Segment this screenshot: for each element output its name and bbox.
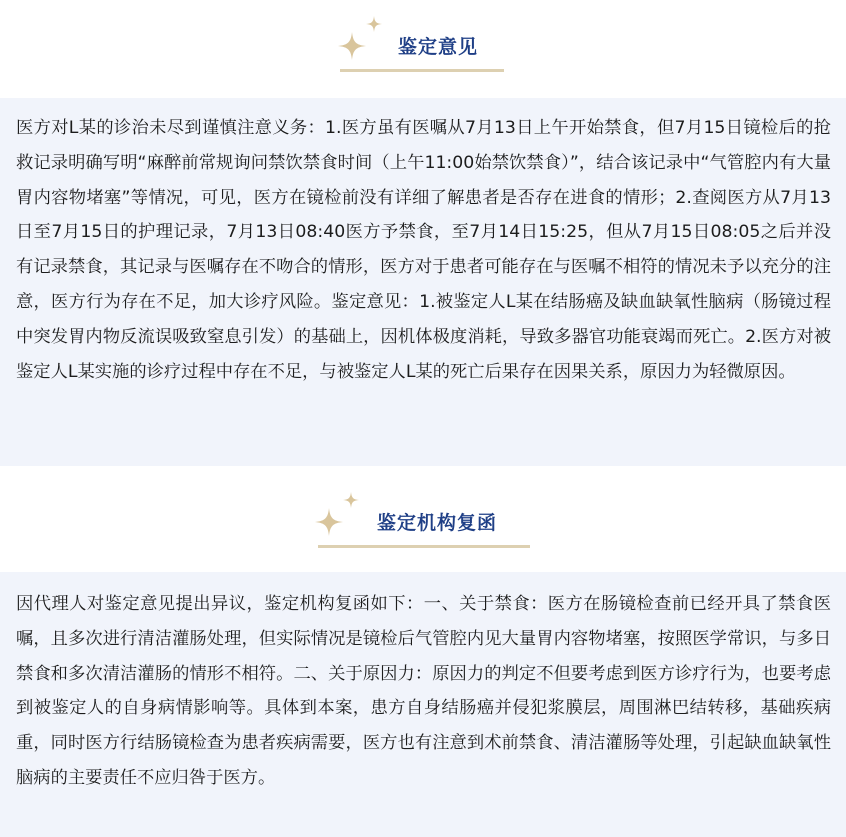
section-title: 鉴定意见 [398,36,479,58]
section-title: 鉴定机构复函 [377,512,498,534]
appraisal-opinion-text: 医方对L某的诊治未尽到谨慎注意义务：1.医方虽有医嘱从7月13日上午开始禁食，但7月15日镜检后的抢救记录明确写明“麻醉前常规询问禁饮禁食时间（上午11:00始禁饮禁食）”，结合该记录中“气管腔内有大量胃内容物堵塞”等情况，可见，医方在镜检前没有详细了解患者是否存在进食的情形；2.查阅医方从7月13日至7月15日的护理记录，7月13日08:40医方予禁食，至7月14日15:25，但从7月15日08:05之后并没有记录禁食，其记录与医嘱存在不吻合的情形，医方对于患者可能存在与医嘱不相符的情况未予以充分的注意，医方行为存在不足，加大诊疗风险。鉴定意见：1.被鉴定人L某在结肠癌及缺血缺氧性脑病（肠镜过程中突发胃内物反流误吸致窒息引发）的基础上，因机体极度消耗，导致多器官功能衰竭而死亡。2.医方对被鉴定人L某实施的诊疗过程中存在不足，与被鉴定人L某的死亡后果存在因果关系，原因力为轻微原因。 [16,118,831,382]
appraisal-opinion-box [0,98,846,466]
section-header-institution-reply [0,490,846,550]
sparkle-icon [334,14,394,72]
title-underline [340,69,504,72]
institution-reply-box [0,572,846,837]
title-underline [318,545,530,548]
institution-reply-text: 因代理人对鉴定意见提出异议，鉴定机构复函如下：一、关于禁食：医方在肠镜检查前已经开具了禁食医嘱，且多次进行清洁灌肠处理，但实际情况是镜检后气管腔内见大量胃内容物堵塞，按照医学常识，与多日禁食和多次清洁灌肠的情形不相符。二、关于原因力：原因力的判定不但要考虑到医方诊疗行为，也要考虑到被鉴定人的自身病情影响等。具体到本案，患方自身结肠癌并侵犯浆膜层，周围淋巴结转移，基础疾病重，同时医方行结肠镜检查为患者疾病需要，医方也有注意到术前禁食、清洁灌肠等处理，引起缺血缺氧性脑病的主要责任不应归咎于医方。 [16,594,831,788]
section-header-appraisal-opinion [0,14,846,74]
sparkle-icon [311,490,371,548]
